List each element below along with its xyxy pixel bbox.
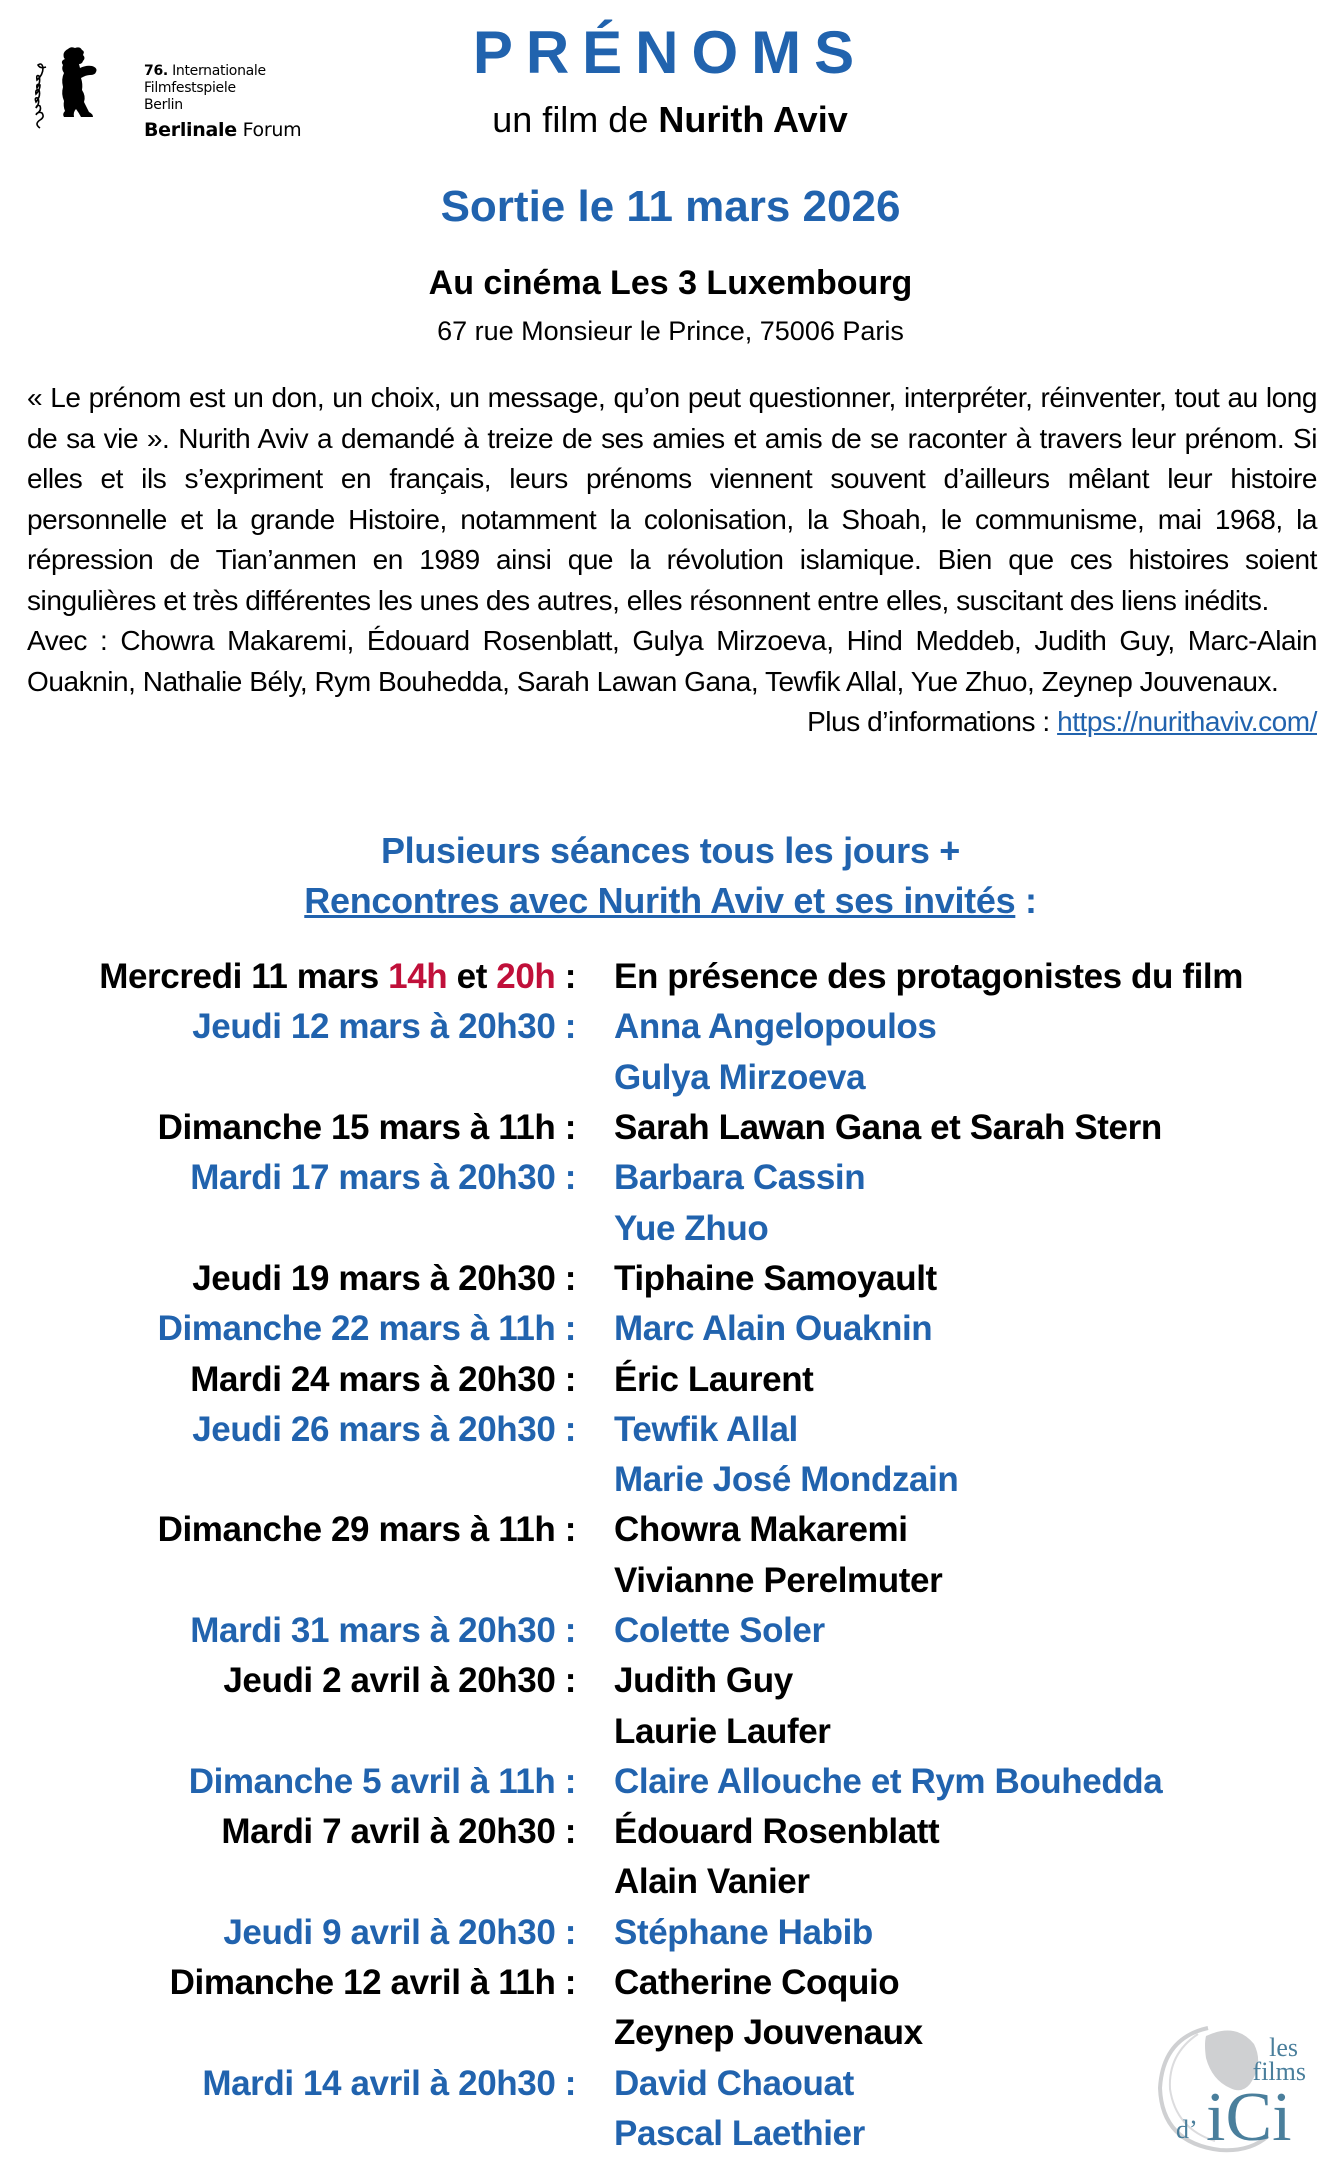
schedule-row	[0, 1304, 1341, 1354]
schedule-guest: Barbara Cassin	[614, 1158, 866, 1198]
schedule-row	[0, 1505, 1341, 1555]
showtime-2: 20h	[496, 957, 556, 997]
cinema-address: 67 rue Monsieur le Prince, 75006 Paris	[437, 316, 904, 346]
berlinale-edition-line: 76. Internationale	[144, 63, 266, 79]
showtime-1: 14h	[388, 957, 448, 997]
schedule-row	[0, 1606, 1341, 1656]
schedule-row	[0, 1405, 1341, 1455]
film-title: PRÉNOMS	[472, 19, 868, 86]
schedule-row	[0, 1455, 1341, 1505]
schedule-guest: Édouard Rosenblatt	[614, 1812, 940, 1852]
logo-ici: iCi	[1206, 2079, 1292, 2156]
schedule-guest: Laurie Laufer	[614, 1711, 831, 1751]
schedule-date: Mercredi 11 mars 14h et 20h :	[99, 957, 576, 997]
logo-films: films	[1252, 2057, 1306, 2086]
schedule-row	[0, 2059, 1341, 2109]
film-subtitle: un film de Nurith Aviv	[492, 99, 848, 140]
schedule-guest: Vivianne Perelmuter	[614, 1560, 943, 1600]
berlinale-forum-logo	[26, 18, 316, 141]
schedule-guest: Claire Allouche et Rym Bouhedda	[614, 1761, 1163, 1801]
schedule-date: Mardi 17 mars à 20h30 :	[190, 1158, 576, 1198]
schedule-date: Dimanche 5 avril à 11h :	[188, 1761, 576, 1801]
schedule-row	[0, 1757, 1341, 1807]
schedule-row	[0, 1053, 1341, 1103]
schedule-guest: Éric Laurent	[614, 1359, 814, 1399]
schedule-date: Mardi 31 mars à 20h30 :	[190, 1611, 576, 1650]
schedule-guest: David Chaouat	[614, 2063, 854, 2103]
schedule-row	[0, 2109, 1341, 2159]
schedule-date: Dimanche 29 mars à 11h :	[157, 1510, 576, 1550]
berlinale-line3: Berlin	[144, 97, 183, 113]
schedule-row	[0, 1002, 1341, 1052]
logo-d: d’	[1176, 2115, 1198, 2144]
synopsis-text: « Le prénom est un don, un choix, un message, qu’on peut questionner, interpréter, réinventer, tout au long de sa vie ». Nurith Aviv a demandé à treize de ses amies et amis de se raconter à travers leur prénom. Si elles et ils s’expriment en français, leurs prénoms viennent souvent d’ailleurs mêlant leur histoire personnelle et la grande Histoire, notamment la colonisation, la Shoah, le communisme, mai 1968, la répression de Tian’anmen en 1989 ainsi que la révolution islamique. Bien que ces histoires soient singulières et très différentes les unes des autres, elles résonnent entre elles, suscitant des liens inédits.	[27, 382, 1317, 616]
schedule-guest: Gulya Mirzoeva	[614, 1057, 866, 1097]
schedule-guest: Chowra Makaremi	[614, 1510, 908, 1550]
schedule-guest: Marie José Mondzain	[614, 1460, 959, 1500]
sessions-heading: Plusieurs séances tous les jours + Rencontres avec Nurith Aviv et ses invités :	[304, 830, 1037, 921]
schedule-row	[0, 1656, 1341, 1706]
schedule-row	[0, 1203, 1341, 1253]
schedule-date: Jeudi 2 avril à 20h30 :	[223, 1661, 576, 1701]
schedule-guest: En présence des protagonistes du film	[614, 957, 1243, 997]
schedule-row-premiere	[0, 952, 1341, 1002]
schedule-row	[0, 1354, 1341, 1404]
schedule-row	[0, 1153, 1341, 1203]
schedule-guest: Colette Soler	[614, 1611, 825, 1650]
more-info: Plus d’informations : https://nurithaviv.com/	[807, 706, 1317, 737]
schedule-guest: Yue Zhuo	[614, 1208, 769, 1248]
schedule-guest: Pascal Laethier	[614, 2113, 865, 2153]
schedule-guest: Alain Vanier	[614, 1862, 810, 1902]
berlinale-bear-icon	[26, 18, 106, 133]
schedule-row	[0, 1908, 1341, 1958]
schedule-row	[0, 1958, 1341, 2008]
schedule-row	[0, 1254, 1341, 1304]
website-link[interactable]: https://nurithaviv.com/	[1057, 706, 1317, 737]
cinema-name: Au cinéma Les 3 Luxembourg	[428, 264, 913, 302]
schedule-guest: Anna Angelopoulos	[614, 1007, 937, 1047]
schedule-guest: Judith Guy	[614, 1661, 793, 1701]
schedule-row	[0, 1706, 1341, 1756]
schedule-date: Jeudi 19 mars à 20h30 :	[192, 1258, 576, 1298]
schedule-row	[0, 1556, 1341, 1606]
schedule-date: Jeudi 26 mars à 20h30 :	[192, 1409, 576, 1449]
schedule-date: Jeudi 12 mars à 20h30 :	[192, 1007, 576, 1047]
schedule-date: Dimanche 12 avril à 11h :	[169, 1963, 576, 2003]
schedule-guest: Tiphaine Samoyault	[614, 1258, 937, 1298]
les-films-dici-logo	[1148, 2018, 1328, 2158]
schedule-guest: Sarah Lawan Gana et Sarah Stern	[614, 1108, 1162, 1148]
berlinale-section: Berlinale Forum	[144, 119, 302, 141]
schedule-date: Mardi 14 avril à 20h30 :	[202, 2063, 576, 2103]
berlinale-line2: Filmfestspiele	[144, 80, 236, 96]
schedule-guest: Stéphane Habib	[614, 1912, 873, 1952]
schedule-date: Dimanche 15 mars à 11h :	[157, 1108, 576, 1148]
schedule-row	[0, 2008, 1341, 2058]
schedule-guest: Marc Alain Ouaknin	[614, 1309, 933, 1349]
schedule-date: Mardi 24 mars à 20h30 :	[190, 1359, 576, 1399]
encounters-heading: Rencontres avec Nurith Aviv et ses invités	[304, 880, 1016, 921]
cast-list: Avec : Chowra Makaremi, Édouard Rosenblatt, Gulya Mirzoeva, Hind Meddeb, Judith Guy, Marc-Alain Ouaknin, Nathalie Bély, Rym Bouhedda, Sarah Lawan Gana, Tewfik Allal, Yue Zhuo, Zeynep Jouvenaux. Plus d’informations : https://nurithaviv.com/	[27, 621, 1317, 702]
schedule-row	[0, 1103, 1341, 1153]
schedule-guest: Catherine Coquio	[614, 1963, 900, 2003]
schedule-guest: Tewfik Allal	[614, 1409, 798, 1449]
logo-les: les	[1269, 2033, 1298, 2062]
release-date: Sortie le 11 mars 2026	[440, 182, 901, 231]
schedule-guest: Zeynep Jouvenaux	[614, 2013, 923, 2053]
schedule-row	[0, 1857, 1341, 1907]
schedule-date: Dimanche 22 mars à 11h :	[157, 1309, 576, 1349]
schedule-list	[0, 952, 1341, 2159]
synopsis	[27, 378, 1317, 743]
director-name: Nurith Aviv	[658, 99, 848, 140]
schedule-date: Mardi 7 avril à 20h30 :	[221, 1812, 576, 1852]
schedule-date: Jeudi 9 avril à 20h30 :	[223, 1912, 576, 1952]
schedule-row	[0, 1807, 1341, 1857]
